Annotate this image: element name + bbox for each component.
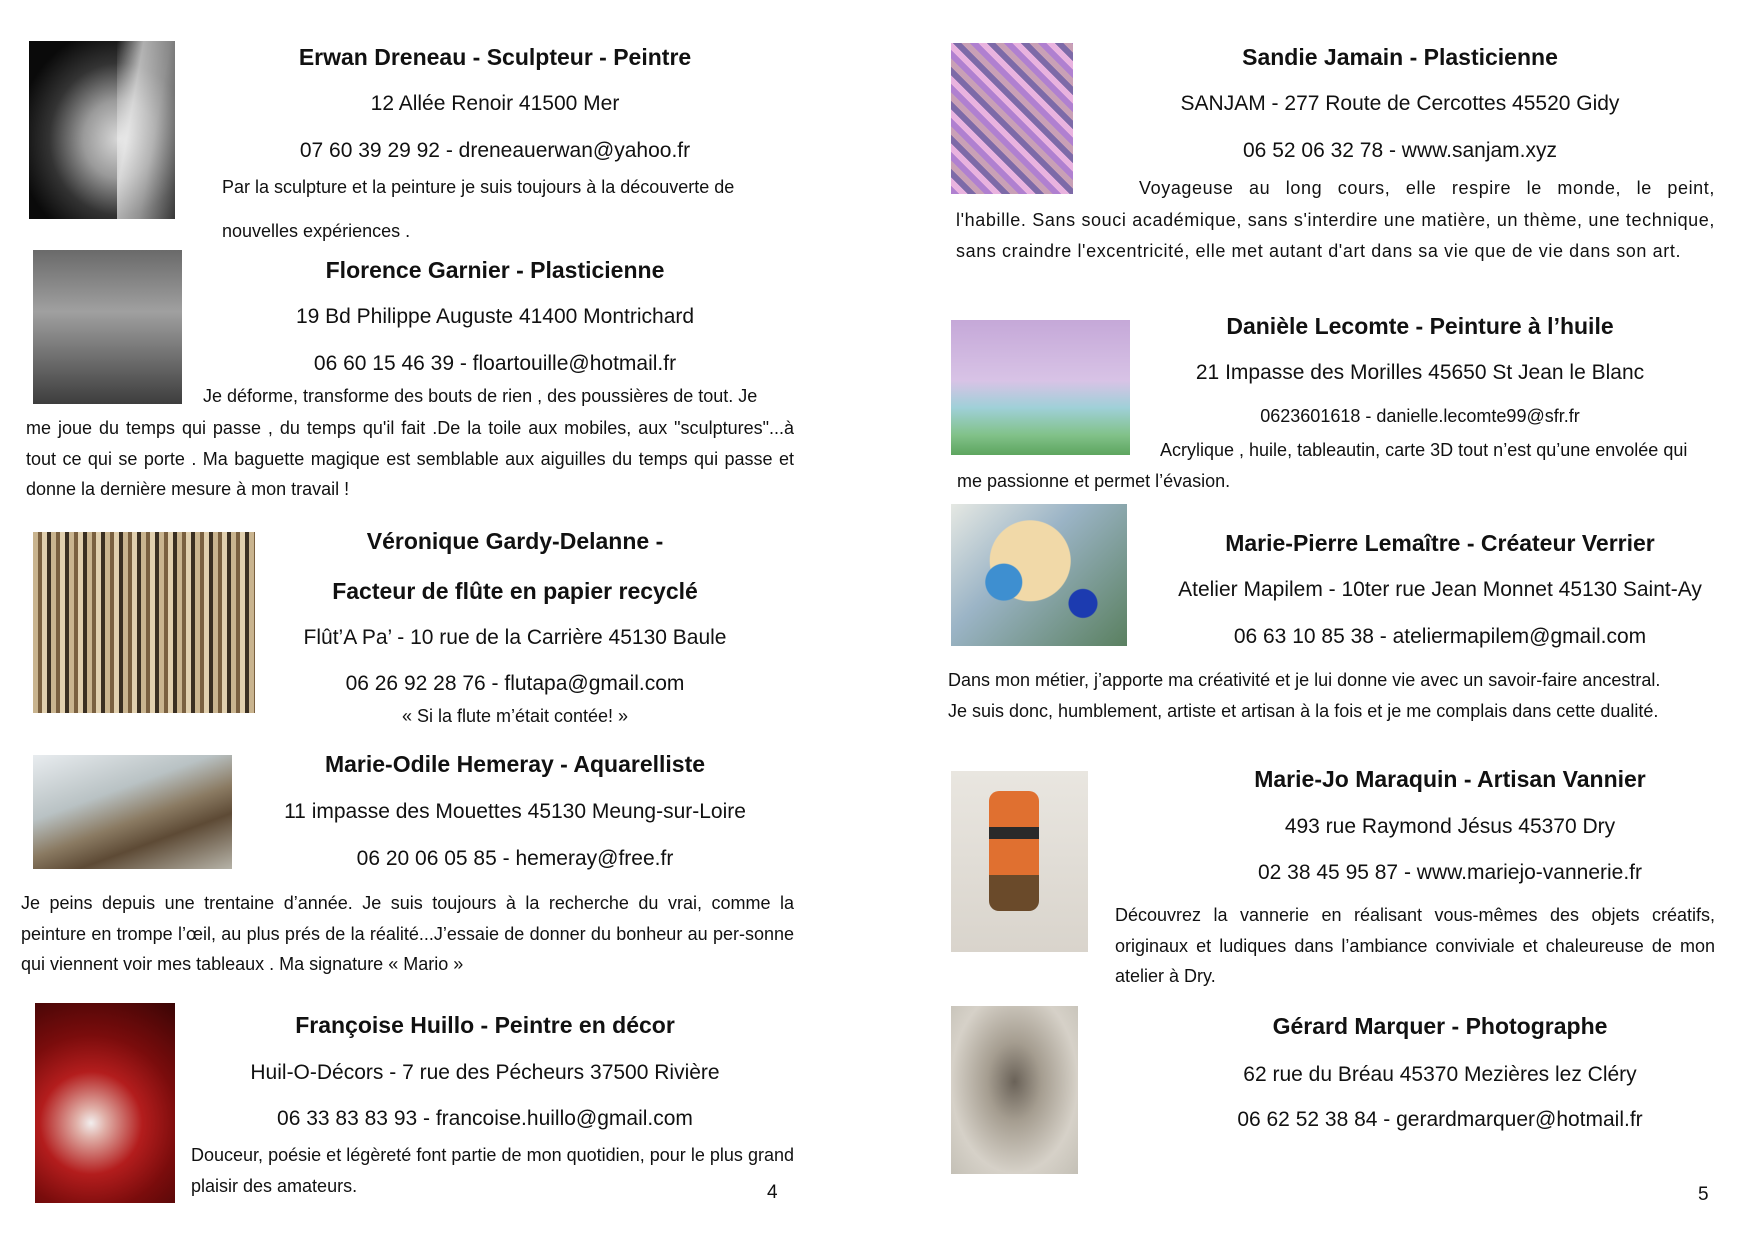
artist-address: 62 rue du Bréau 45370 Mezières lez Cléry	[1243, 1063, 1637, 1086]
artist-contact: 06 26 92 28 76 - flutapa@gmail.com	[345, 672, 685, 695]
artist-name: Danièle Lecomte - Peinture à l’huile	[1226, 313, 1614, 339]
artist-description: me passionne et permet l’évasion.	[957, 471, 1231, 491]
artist-contact: 06 60 15 46 39 - floartouille@hotmail.fr	[313, 352, 677, 375]
portrait-bubbles-photo	[33, 250, 182, 404]
artist-description: Je suis donc, humblement, artiste et artisan à la fois et je me complais dans cette dualité.	[948, 701, 1659, 721]
artist-description: Dans mon métier, j’apporte ma créativité et je lui donne vie avec un savoir-faire ancestral.	[948, 670, 1661, 690]
artist-description: me joue du temps qui passe , du temps qu'il fait .De la toile aux mobiles, aux "sculptures"...à tout ce qui se porte . Ma baguette magique est semblable aux aiguilles du temps qui passe et donne la dernière mesure à mon travail !	[26, 418, 794, 499]
abstract-red-painting-photo	[35, 1003, 175, 1203]
page-number: 5	[1698, 1184, 1709, 1205]
artist-address: 19 Bd Philippe Auguste 41400 Montrichard	[295, 305, 695, 328]
artist-address: Huil-O-Décors - 7 rue des Pécheurs 37500 Rivière	[250, 1061, 720, 1084]
artist-name: Florence Garnier - Plasticienne	[325, 257, 665, 283]
artist-name: Marie-Jo Maraquin - Artisan Vannier	[1254, 766, 1646, 792]
artist-contact: 06 33 83 83 93 - francoise.huillo@gmail.com	[277, 1107, 693, 1130]
artist-name: Gérard Marquer - Photographe	[1272, 1013, 1608, 1039]
paper-flutes-photo	[33, 532, 255, 713]
artist-name: Véronique Gardy-Delanne -	[366, 528, 664, 554]
artist-description: Par la sculpture et la peinture je suis toujours à la découverte de	[222, 177, 735, 197]
artist-name: Marie-Pierre Lemaître - Créateur Verrier	[1225, 530, 1655, 556]
artist-contact: 06 20 06 05 85 - hemeray@free.fr	[356, 847, 674, 870]
artist-address: 493 rue Raymond Jésus 45370 Dry	[1284, 815, 1616, 838]
colorful-abstract-painting-photo	[951, 43, 1073, 194]
artist-contact: 02 38 45 95 87 - www.mariejo-vannerie.fr	[1257, 861, 1643, 884]
boat-watercolor-photo	[33, 755, 232, 869]
basketry-figure-photo	[951, 771, 1088, 952]
artist-name: Marie-Odile Hemeray - Aquarelliste	[324, 751, 706, 777]
artist-address: 11 impasse des Mouettes 45130 Meung-sur-Loire	[284, 800, 746, 823]
page-number: 4	[767, 1182, 778, 1203]
artist-quote: « Si la flute m’était contée! »	[401, 706, 629, 726]
artist-specialty: Facteur de flûte en papier recyclé	[332, 578, 698, 604]
artist-address: 12 Allée Renoir 41500 Mer	[370, 92, 620, 115]
artist-description: Je peins depuis une trentaine d’année. Je suis toujours à la recherche du vrai, comme la peinture en trompe l’œil, au plus prés de la réalité...J’essaie de donner du bonheur au per-sonne qui viennent voir mes tableaux . Ma signature « Mario »	[21, 893, 794, 974]
artist-contact: 06 52 06 32 78 - www.sanjam.xyz	[1243, 139, 1557, 162]
artist-description: Je déforme, transforme des bouts de rien , des poussières de tout. Je	[203, 386, 758, 406]
artist-name: Françoise Huillo - Peintre en décor	[295, 1012, 675, 1038]
artist-contact: 06 63 10 85 38 - ateliermapilem@gmail.com	[1233, 625, 1647, 648]
artist-address: 21 Impasse des Morilles 45650 St Jean le Blanc	[1195, 361, 1645, 384]
artist-address: Flût’A Pa’ - 10 rue de la Carrière 45130 Baule	[303, 626, 727, 649]
artist-description: Découvrez la vannerie en réalisant vous-mêmes des objets créatifs, originaux et ludiques dans l’ambiance conviviale et chaleureuse de mon atelier à Dry.	[1115, 905, 1715, 986]
stained-glass-photo	[951, 504, 1127, 646]
artist-contact: 0623601618 - danielle.lecomte99@sfr.fr	[1260, 406, 1580, 426]
sculpture-face-photo	[29, 41, 175, 219]
artist-contact: 07 60 39 29 92 - dreneauerwan@yahoo.fr	[299, 139, 691, 162]
artist-description: Acrylique , huile, tableautin, carte 3D tout n’est qu’une envolée qui	[1160, 440, 1688, 460]
artist-description: l'habille. Sans souci académique, sans s'interdire une matière, un thème, une technique, sans craindre l'excentricité, elle met autant d'art dans sa vie que de vie dans son art.	[956, 210, 1715, 261]
tree-bubble-painting-photo	[951, 320, 1130, 455]
artist-address: SANJAM - 277 Route de Cercottes 45520 Gidy	[1180, 92, 1620, 115]
artist-name: Sandie Jamain - Plasticienne	[1242, 44, 1558, 70]
artist-address: Atelier Mapilem - 10ter rue Jean Monnet 45130 Saint-Ay	[1178, 578, 1702, 601]
artist-description: Douceur, poésie et légèreté font partie de mon quotidien, pour le plus grand plaisir des amateurs.	[191, 1145, 794, 1196]
artist-description: Voyageuse au long cours, elle respire le monde, le peint,	[1139, 178, 1715, 198]
artist-name: Erwan Dreneau - Sculpteur - Peintre	[298, 44, 692, 70]
artist-contact: 06 62 52 38 84 - gerardmarquer@hotmail.fr	[1237, 1108, 1643, 1131]
tree-photograph	[951, 1006, 1078, 1174]
artist-description: nouvelles expériences .	[222, 221, 411, 241]
